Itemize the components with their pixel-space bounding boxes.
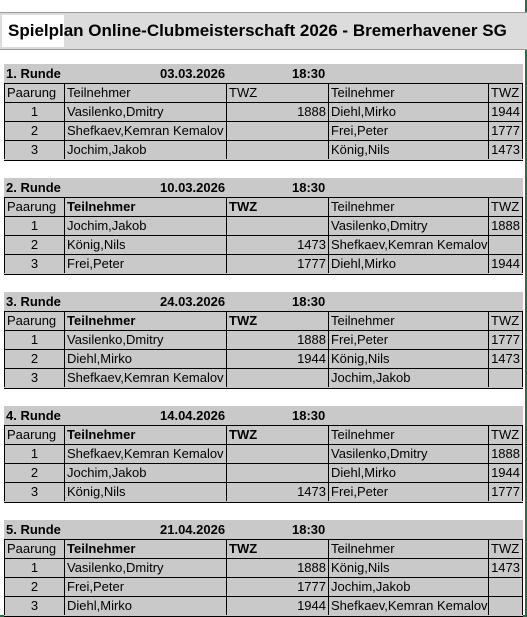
rating-black[interactable]: 1888 <box>488 445 523 463</box>
pairing-number[interactable]: 1 <box>4 217 64 235</box>
title-row <box>0 12 527 50</box>
pairing-number[interactable]: 3 <box>4 141 64 159</box>
rating-white[interactable]: 1888 <box>226 331 328 349</box>
player-white[interactable]: Shefkaev,Kemran Kemalov <box>64 122 226 140</box>
rating-black[interactable]: 1777 <box>488 122 523 140</box>
round-date: 14.04.2026 <box>160 408 226 423</box>
pairing-number[interactable]: 2 <box>4 236 64 254</box>
pairing-number[interactable]: 3 <box>4 597 64 615</box>
rating-white[interactable]: 1888 <box>226 103 328 121</box>
page-title: Spielplan Online-Clubmeisterschaft 2026 - Bremerhavener SG <box>8 21 507 40</box>
header-pairing[interactable]: Paarung <box>4 198 64 216</box>
pairing-number[interactable]: 2 <box>4 122 64 140</box>
player-black[interactable]: König,Nils <box>328 350 488 368</box>
table-row <box>4 463 523 483</box>
rating-black[interactable]: 1777 <box>488 483 523 501</box>
rating-black[interactable] <box>488 369 523 387</box>
round-date: 24.03.2026 <box>160 294 226 309</box>
header-player[interactable]: Teilnehmer <box>328 84 488 102</box>
header-player[interactable]: Teilnehmer <box>64 426 226 444</box>
header-player[interactable]: Teilnehmer <box>328 198 488 216</box>
round-time: 18:30 <box>292 66 326 81</box>
pairing-number[interactable]: 3 <box>4 483 64 501</box>
pairing-number[interactable]: 3 <box>4 369 64 387</box>
header-pairing[interactable]: Paarung <box>4 540 64 558</box>
round-label: 2. Runde <box>6 180 61 195</box>
round-time: 18:30 <box>292 180 326 195</box>
table-row <box>4 102 523 122</box>
table-row <box>4 235 523 255</box>
header-player[interactable]: Teilnehmer <box>328 426 488 444</box>
player-black[interactable]: Shefkaev,Kemran Kemalov <box>328 597 488 615</box>
round-header <box>4 64 523 83</box>
rating-black[interactable]: 1473 <box>488 559 523 577</box>
header-rating[interactable]: TWZ <box>488 540 523 558</box>
rating-black[interactable] <box>488 236 523 254</box>
round-header <box>4 292 523 311</box>
header-player[interactable]: Teilnehmer <box>64 84 226 102</box>
player-white[interactable]: Shefkaev,Kemran Kemalov <box>64 369 226 387</box>
rating-black[interactable]: 1473 <box>488 141 523 159</box>
round-date: 10.03.2026 <box>160 180 226 195</box>
round-header <box>4 178 523 197</box>
table-header-row <box>4 539 523 559</box>
pairing-number[interactable]: 2 <box>4 350 64 368</box>
player-black[interactable]: Diehl,Mirko <box>328 255 488 273</box>
player-black[interactable]: Vasilenko,Dmitry <box>328 217 488 235</box>
pairing-number[interactable]: 1 <box>4 559 64 577</box>
table-row <box>4 121 523 141</box>
player-white[interactable]: Jochim,Jakob <box>64 141 226 159</box>
rating-white[interactable]: 1473 <box>226 236 328 254</box>
player-white[interactable]: König,Nils <box>64 236 226 254</box>
rating-white[interactable]: 1888 <box>226 559 328 577</box>
rating-black[interactable]: 1944 <box>488 103 523 121</box>
pairing-number[interactable]: 2 <box>4 578 64 596</box>
header-rating[interactable]: TWZ <box>226 84 328 102</box>
player-white[interactable]: Vasilenko,Dmitry <box>64 103 226 121</box>
header-rating[interactable]: TWZ <box>488 198 523 216</box>
rating-black[interactable] <box>488 578 523 596</box>
rating-white[interactable]: 1473 <box>226 483 328 501</box>
header-rating[interactable]: TWZ <box>226 198 328 216</box>
pairing-number[interactable]: 1 <box>4 331 64 349</box>
rating-white[interactable]: 1777 <box>226 578 328 596</box>
rating-white[interactable] <box>226 217 328 235</box>
round-time: 18:30 <box>292 408 326 423</box>
rating-white[interactable]: 1944 <box>226 350 328 368</box>
player-black[interactable]: Jochim,Jakob <box>328 369 488 387</box>
round-header <box>4 520 523 539</box>
player-white[interactable]: Diehl,Mirko <box>64 597 226 615</box>
table-row <box>4 216 523 236</box>
header-player[interactable]: Teilnehmer <box>64 540 226 558</box>
player-white[interactable]: Frei,Peter <box>64 578 226 596</box>
table-row <box>4 330 523 350</box>
rating-black[interactable] <box>488 597 523 615</box>
player-white[interactable]: Jochim,Jakob <box>64 217 226 235</box>
pairing-number[interactable]: 1 <box>4 103 64 121</box>
rating-white[interactable] <box>226 464 328 482</box>
header-rating[interactable]: TWZ <box>226 540 328 558</box>
player-white[interactable]: Jochim,Jakob <box>64 464 226 482</box>
header-pairing[interactable]: Paarung <box>4 312 64 330</box>
player-white[interactable]: Diehl,Mirko <box>64 350 226 368</box>
pairing-number[interactable]: 1 <box>4 445 64 463</box>
player-black[interactable]: König,Nils <box>328 141 488 159</box>
rating-white[interactable] <box>226 369 328 387</box>
round-time: 18:30 <box>292 294 326 309</box>
player-black[interactable]: Vasilenko,Dmitry <box>328 445 488 463</box>
round-date: 21.04.2026 <box>160 522 226 537</box>
player-black[interactable]: Diehl,Mirko <box>328 103 488 121</box>
rating-black[interactable]: 1888 <box>488 217 523 235</box>
header-player[interactable]: Teilnehmer <box>328 540 488 558</box>
player-black[interactable]: Frei,Peter <box>328 331 488 349</box>
header-rating[interactable]: TWZ <box>226 312 328 330</box>
header-pairing[interactable]: Paarung <box>4 426 64 444</box>
player-black[interactable]: König,Nils <box>328 559 488 577</box>
table-header-row <box>4 197 523 217</box>
rating-black[interactable]: 1473 <box>488 350 523 368</box>
round-header <box>4 406 523 425</box>
player-white[interactable]: Vasilenko,Dmitry <box>64 559 226 577</box>
player-black[interactable]: Shefkaev,Kemran Kemalov <box>328 236 488 254</box>
player-black[interactable]: Diehl,Mirko <box>328 464 488 482</box>
player-white[interactable]: Vasilenko,Dmitry <box>64 331 226 349</box>
rating-white[interactable]: 1777 <box>226 255 328 273</box>
table-row <box>4 596 523 617</box>
table-row <box>4 368 523 389</box>
player-black[interactable]: Frei,Peter <box>328 122 488 140</box>
pairing-number[interactable]: 3 <box>4 255 64 273</box>
header-rating[interactable]: TWZ <box>488 312 523 330</box>
rating-white[interactable]: 1944 <box>226 597 328 615</box>
rating-white[interactable] <box>226 141 328 159</box>
header-player[interactable]: Teilnehmer <box>64 198 226 216</box>
table-row <box>4 254 523 275</box>
player-white[interactable]: König,Nils <box>64 483 226 501</box>
round-label: 5. Runde <box>6 522 61 537</box>
rating-white[interactable] <box>226 445 328 463</box>
table-row <box>4 577 523 597</box>
header-rating[interactable]: TWZ <box>226 426 328 444</box>
table-row <box>4 140 523 161</box>
round-label: 3. Runde <box>6 294 61 309</box>
round-time: 18:30 <box>292 522 326 537</box>
header-rating[interactable]: TWZ <box>488 84 523 102</box>
round-date: 03.03.2026 <box>160 66 226 81</box>
rating-white[interactable] <box>226 122 328 140</box>
rating-black[interactable]: 1777 <box>488 331 523 349</box>
table-header-row <box>4 83 523 103</box>
header-rating[interactable]: TWZ <box>488 426 523 444</box>
table-row <box>4 444 523 464</box>
table-row <box>4 482 523 503</box>
player-black[interactable]: Jochim,Jakob <box>328 578 488 596</box>
table-row <box>4 558 523 578</box>
pairing-number[interactable]: 2 <box>4 464 64 482</box>
player-white[interactable]: Frei,Peter <box>64 255 226 273</box>
header-player[interactable]: Teilnehmer <box>64 312 226 330</box>
header-player[interactable]: Teilnehmer <box>328 312 488 330</box>
player-white[interactable]: Shefkaev,Kemran Kemalov <box>64 445 226 463</box>
rating-black[interactable]: 1944 <box>488 464 523 482</box>
table-header-row <box>4 311 523 331</box>
player-black[interactable]: Frei,Peter <box>328 483 488 501</box>
rating-black[interactable]: 1944 <box>488 255 523 273</box>
table-row <box>4 349 523 369</box>
round-label: 4. Runde <box>6 408 61 423</box>
round-label: 1. Runde <box>6 66 61 81</box>
table-header-row <box>4 425 523 445</box>
header-pairing[interactable]: Paarung <box>4 84 64 102</box>
